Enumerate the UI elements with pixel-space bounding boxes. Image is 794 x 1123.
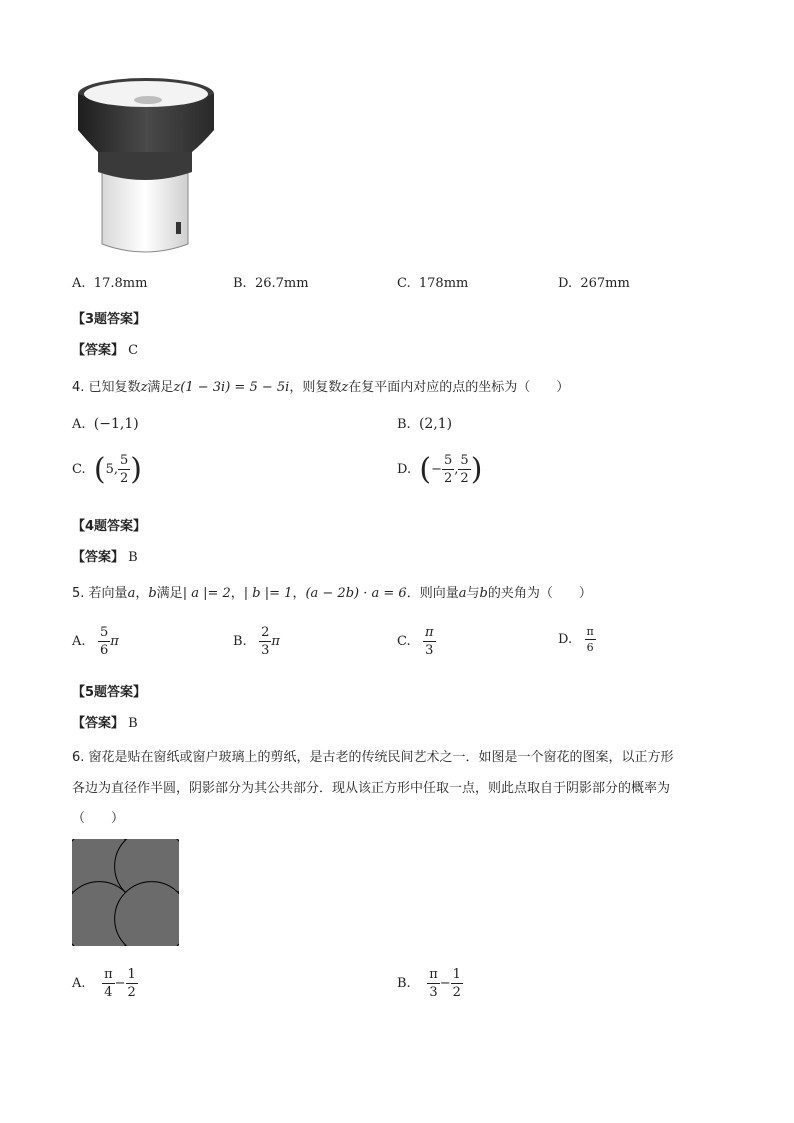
q5-option-a: A. $\frac{5}{6}$ π: [72, 625, 119, 658]
q4-stem: 4. 已知复数z满足z(1 − 3i) = 5 − 5i，则复数z在复平面内对应的点的坐标为（ ）: [72, 380, 570, 395]
q4-option-c: C. ( 5, $\frac{5}{2}$ ): [72, 451, 143, 487]
q6-stem-line-1: 6. 窗花是贴在窗纸或窗户玻璃上的剪纸，是古老的传统民间艺术之一．如图是一个窗花的图案，以正方形: [72, 750, 674, 765]
q6-stem-line-3: （ ）: [72, 811, 125, 826]
q4-option-a: A. (−1,1): [72, 416, 139, 432]
q6-number: 6.: [72, 750, 85, 765]
q4-answer: 【答案】 B: [72, 550, 138, 565]
rain-gauge-figure: [70, 72, 220, 257]
q3-answer-label: 【答案】: [72, 343, 125, 358]
q3-option-d: D. 267mm: [558, 276, 630, 291]
q3-option-b: B. 26.7mm: [233, 276, 309, 291]
q6-option-a: A. $\frac{\pi}{4}$ − $\frac{1}{2}$: [72, 967, 136, 1000]
q4-option-d: D. ( − $\frac{5}{2}$ , $\frac{5}{2}$ ): [397, 451, 483, 487]
q3-option-c: C. 178mm: [397, 276, 469, 291]
q4-number: 4.: [72, 380, 85, 395]
q5-option-d: D. $\frac{\pi}{6}$: [558, 625, 594, 654]
q4-equation: z(1 − 3i) = 5 − 5i: [173, 380, 290, 395]
q5-answer: 【答案】 B: [72, 716, 138, 731]
q3-option-a: A. 17.8mm: [72, 276, 148, 291]
q4-section-label: 【4题答案】: [72, 519, 147, 534]
q6-option-b: B. $\frac{\pi}{3}$ − $\frac{1}{2}$: [397, 967, 461, 1000]
q5-option-c: C. $\frac{\pi}{3}$: [397, 625, 434, 658]
q5-option-b: B. $\frac{2}{3}$ π: [233, 625, 280, 658]
q5-number: 5.: [72, 586, 85, 601]
q5-section-label: 【5题答案】: [72, 685, 147, 700]
q5-stem: 5. 若向量a，b满足| a |= 2，| b |= 1，(a − 2b) · a = 6．则向量a与b的夹角为（ ）: [72, 586, 592, 601]
window-flower-figure: [72, 839, 179, 946]
q3-answer: [72, 339, 138, 358]
q3-answer-value: C: [128, 343, 139, 358]
q3-section-label: 【3题答案】: [72, 312, 147, 327]
q4-option-b: B. (2,1): [397, 416, 453, 432]
q6-stem-line-2: 各边为直径作半圆，阴影部分为其公共部分．现从该正方形中任取一点，则此点取自于阴影部分的概率为: [72, 781, 671, 796]
